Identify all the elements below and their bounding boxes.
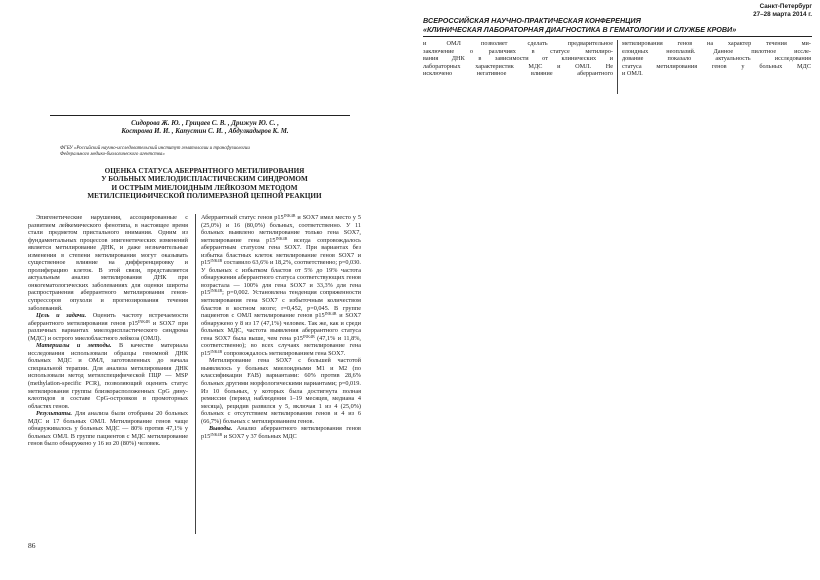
aims-text: Оценить частоту встречаемости аберрантного метилирования генов p15 xyxy=(28,312,189,327)
text-line: дование показало актуальность исследования xyxy=(622,55,811,63)
text-run: и SOX7 обнаружено у 8 из 17 (47,1%) человек. Так же, как и среди больных МДС, частота выявления аберрантного статуса гена SOX7 была выше, чем гена p15 xyxy=(201,312,361,342)
gene-superscript: INK4B xyxy=(137,318,150,324)
text-run: составило 63,6% и 18,2%, соответственно; p=0,030. У больных с избытком бластов от 5% до 19% частота обнаружения аберрантного статуса соответствующих генов возрастала — 100% для гена SOX7 и 33,3% для гена p15 xyxy=(201,259,361,297)
methods-text: В качестве материала исследования использовали образцы геномной ДНК больных МДС и ОМЛ, заготовленных до начала специальной терапии. Для анализа метилирования ДНК использовали метод метилспецифической ПЦР — MSP (methylation-specific PCR), позволяющий оценить статус метилирования группы близкорасположенных CpG динуклеотидов в составе CpG-островков в промоторных областях генов. xyxy=(28,342,188,410)
header-city-date xyxy=(753,3,812,18)
results-paragraph xyxy=(28,410,188,448)
gene-superscript: INK4B xyxy=(283,213,296,218)
text-line: и ОМЛ. xyxy=(622,70,643,78)
aims-text-cont: и SOX7 при различных вариантах миелодиспластического синдрома (МДС) и острого миелобластного лейкоза (ОМЛ). xyxy=(28,319,188,342)
right-page-column-1 xyxy=(423,40,613,78)
text-line: статуса метилирования генов у больных МДС xyxy=(622,62,811,70)
conference-header xyxy=(423,17,803,34)
text-line: вания ДНК в зависимости от клинических и xyxy=(423,55,613,63)
gene-superscript: INK4B xyxy=(210,258,223,264)
right-page-column-2 xyxy=(622,40,811,78)
text-run: всегда сопровождалось аберрантным статусом гена SOX7. При вариантах без избытка бластных клеток метилирование генов SOX7 и p15 xyxy=(201,236,361,267)
conclusions-paragraph xyxy=(201,425,361,440)
text-line: елоидных неоплазий. Данное пилотное иссле- xyxy=(622,47,811,55)
gene-superscript: INK4B xyxy=(210,288,223,294)
text-run: и SOX7 имел место у 5 (25,0%) и 16 (80,0%) больных, соответственно. У 11 больных выявлено метилирование только гена SOX7, метилирование гена p15 xyxy=(201,214,361,244)
header-dates: 27–28 марта 2014 г. xyxy=(753,10,812,18)
column-divider xyxy=(617,40,618,94)
gene-superscript: INK4B xyxy=(324,311,337,317)
intro-paragraph: Эпигенетические нарушения, ассоциированные с развитием лейкемического фенотипа, в настоящее время стали предметом пристального внимания. Одним из фундаментальных процессов эпигенетических изменений является метилирование ДНК, и даже незначительные изменения в степени метилирования могут оказывать существенное влияние на дифференцировку и пролиферацию клеток. В этой связи, представляется актуальным анализ метилирования ДНК при онкогематологических заболеваниях для оценки широты распространения аберрантного метилирования генов-супрессоров опухоли и прогнозирования течения заболеваний. xyxy=(28,214,188,312)
article-affiliation xyxy=(60,146,345,158)
gene-superscript: INK4B xyxy=(210,348,223,354)
article-top-rule xyxy=(50,115,350,116)
gene-superscript: INK4B xyxy=(210,431,223,437)
results-continued-paragraph xyxy=(201,214,361,357)
results-label: Результаты. xyxy=(36,410,73,418)
text-run: Аберрантный статус генов p15 xyxy=(201,214,284,221)
page-number: 86 xyxy=(28,541,36,550)
conference-title-line-1: ВСЕРОССИЙСКАЯ НАУЧНО-ПРАКТИЧЕСКАЯ КОНФЕРЕНЦИЯ xyxy=(423,16,641,25)
aims-paragraph xyxy=(28,312,188,342)
article-column-left xyxy=(28,214,188,448)
text-run: (47,1% и 11,8%, соответственно); во всех случаях метилирование гена p15 xyxy=(201,334,361,357)
results-text: Для анализа были отобраны 20 больных МДС и 17 больных ОМЛ. Метилирование генов чаще обнаруживалось у больных МДС — 80% против 47,1% у больных ОМЛ. В группе пациентов с МДС метилирование генов было обнаружено у 16 из 20 (80%) человек. xyxy=(28,410,188,448)
affiliation-line-2: Федерального медико-биологического агентства» xyxy=(60,152,165,157)
conference-title-line-2: «КЛИНИЧЕСКАЯ ЛАБОРАТОРНАЯ ДИАГНОСТИКА В ГЕМАТОЛОГИИ И СЛУЖБЕ КРОВИ» xyxy=(423,24,737,34)
text-run: сопровождалось метилированием гена SOX7. xyxy=(222,349,346,357)
title-line-3: И ОСТРЫМ МИЕЛОИДНЫМ ЛЕЙКОЗОМ МЕТОДОМ xyxy=(111,183,298,192)
title-line-1: ОЦЕНКА СТАТУСА АБЕРРАНТНОГО МЕТИЛИРОВАНИЯ xyxy=(104,167,305,175)
authors-line-1: Сидорова Ж. Ю. , Грицаев С. В. , Дрижун Ю. С. , xyxy=(131,120,279,127)
article-title xyxy=(57,167,352,200)
text-line: метилирования генов на характер течения ми- xyxy=(622,40,811,47)
conclusions-label: Выводы. xyxy=(209,425,233,433)
methods-paragraph xyxy=(28,342,188,410)
article-column-divider xyxy=(195,214,196,534)
conclusions-text: Анализ аберрантного метилирования генов p15 xyxy=(201,425,361,440)
header-city: Санкт-Петербург xyxy=(759,3,812,10)
authors-line-2: Кострома И. И. , Капустин С. И. , Абдулкадыров К. М. xyxy=(121,128,289,136)
header-rule xyxy=(423,36,812,37)
text-line: исключено негативное влияние аберрантного xyxy=(423,70,613,78)
aims-label: Цель и задачи. xyxy=(36,312,87,320)
article-column-right xyxy=(201,214,361,440)
text-line: заключение о различиях в статусе метилиро- xyxy=(423,47,613,55)
gene-superscript: INK4B xyxy=(275,235,288,241)
methods-label: Материалы и методы. xyxy=(36,342,112,350)
text-line: и ОМЛ позволяет сделать предварительное xyxy=(423,40,613,47)
article-authors xyxy=(60,120,350,136)
title-line-4: МЕТИЛСПЕЦИФИЧЕСКОЙ ПОЛИМЕРАЗНОЙ ЦЕПНОЙ РЕАКЦИИ xyxy=(87,191,322,200)
affiliation-line-1: ФГБУ «Российский научно-исследовательский институт гематологии и трансфузиологии xyxy=(60,146,250,151)
text-line: лабораторных характеристик МДС и ОМЛ. Не xyxy=(423,62,613,70)
text-run: ; p=0,002. Установлена тенденция сопряженности метилирования гена SOX7 с избыточным количеством бластов в костном мозге; r=0,452, p=0,045. В группе пациентов с ОМЛ метилирование генов p15 xyxy=(201,289,361,320)
sox7-paragraph: Метилирование гена SOX7 с большей частотой выявлялось у больных миелоидными M1 и M2 (по классификации FAB) вариантами: 60% против 28,6% больных другими морфологическими вариантами; p=0,019. Из 10 больных, у которых была достигнута полная ремиссия (период наблюдения 1–19 месяцев, медиана 4 месяца), рецидив развился у 5, включая 1 из 4 (25,0%) больных с отсутствием метилирования генов и 4 из 6 (66,7%) больных с метилированием генов. xyxy=(201,357,361,425)
title-line-2: У БОЛЬНЫХ МИЕЛОДИСПЛАСТИЧЕСКИМ СИНДРОМОМ xyxy=(101,175,308,184)
conclusions-text-cont: и SOX7 у 37 больных МДС xyxy=(222,432,297,440)
gene-superscript: INK4B xyxy=(302,333,315,339)
